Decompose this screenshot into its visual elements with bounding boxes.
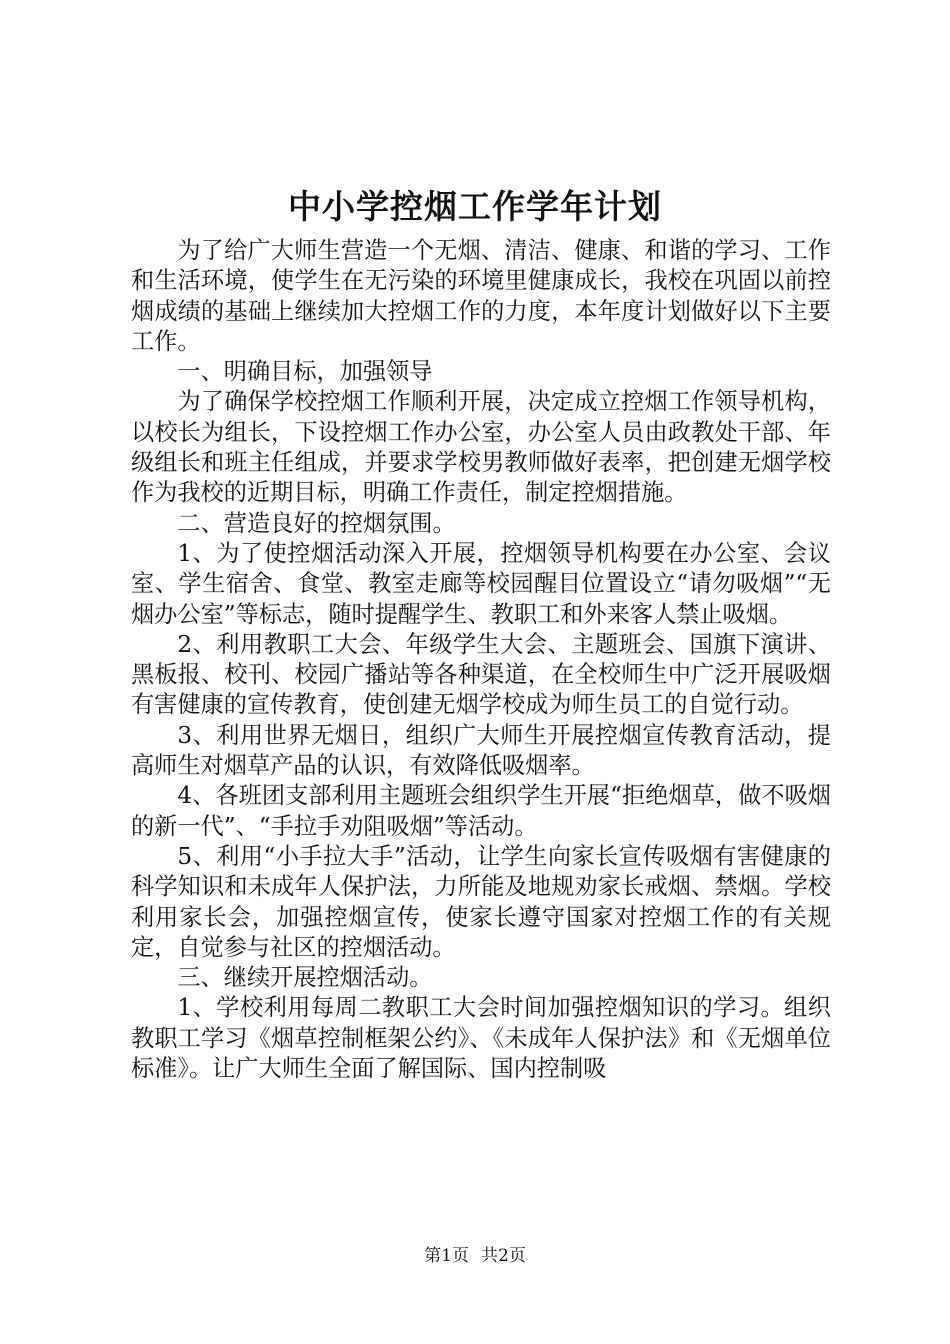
page-footer (0, 1245, 950, 1267)
paragraph-item-2-4: 4、各班团支部利用主题班会组织学生开展“拒绝烟草，做不吸烟的新一代”、“手拉手劝阻吸烟”等活动。 (131, 782, 831, 840)
paragraph-item-2-3: 3、利用世界无烟日，组织广大师生开展控烟宣传教育活动，提高师生对烟草产品的认识，有效降低吸烟率。 (131, 721, 831, 780)
section-heading-1: 一、明确目标，加强领导 (177, 358, 433, 386)
paragraph-leadership: 为了确保学校控烟工作顺利开展，决定成立控烟工作领导机构，以校长为组长，下设控烟工作办公室，办公室人员由政教处干部、年级组长和班主任组成，并要求学校男教师做好表率，把创建无烟学校作为我校的近期目标，明确工作责任，制定控烟措施。 (131, 388, 831, 507)
page-number-current: 第1页 (424, 1246, 469, 1266)
section-heading-2: 二、营造良好的控烟氛围。 (177, 509, 456, 537)
paragraph-item-2-1: 1、为了使控烟活动深入开展，控烟领导机构要在办公室、会议室、学生宿舍、食堂、教室走廊等校园醒目位置设立“请勿吸烟”“无烟办公室”等标志，随时提醒学生、教职工和外来客人禁止吸烟。 (131, 539, 831, 628)
document-body (131, 236, 831, 1084)
paragraph-item-3-1: 1、学校利用每周二教职工大会时间加强控烟知识的学习。组织教职工学习《烟草控制框架公约》、《未成年人保护法》和《无烟单位标准》。让广大师生全面了解国际、国内控制吸 (131, 994, 831, 1083)
section-heading-3: 三、继续开展控烟活动。 (177, 964, 433, 992)
document-title: 中小学控烟工作学年计划 (288, 187, 662, 226)
page-number-total: 共2页 (481, 1246, 526, 1266)
paragraph-intro: 为了给广大师生营造一个无烟、清洁、健康、和谐的学习、工作和生活环境，使学生在无污染的环境里健康成长，我校在巩固以前控烟成绩的基础上继续加大控烟工作的力度，本年度计划做好以下主要工作。 (131, 237, 831, 355)
paragraph-item-2-2: 2、利用教职工大会、年级学生大会、主题班会、国旗下演讲、黑板报、校刊、校园广播站等各种渠道，在全校师生中广泛开展吸烟有害健康的宣传教育，使创建无烟学校成为师生员工的自觉行动。 (131, 630, 831, 719)
paragraph-item-2-5: 5、利用“小手拉大手”活动，让学生向家长宣传吸烟有害健康的科学知识和未成年人保护法，力所能及地规劝家长戒烟、禁烟。学校利用家长会，加强控烟宣传，使家长遵守国家对控烟工作的有关规定，自觉参与社区的控烟活动。 (131, 842, 831, 961)
